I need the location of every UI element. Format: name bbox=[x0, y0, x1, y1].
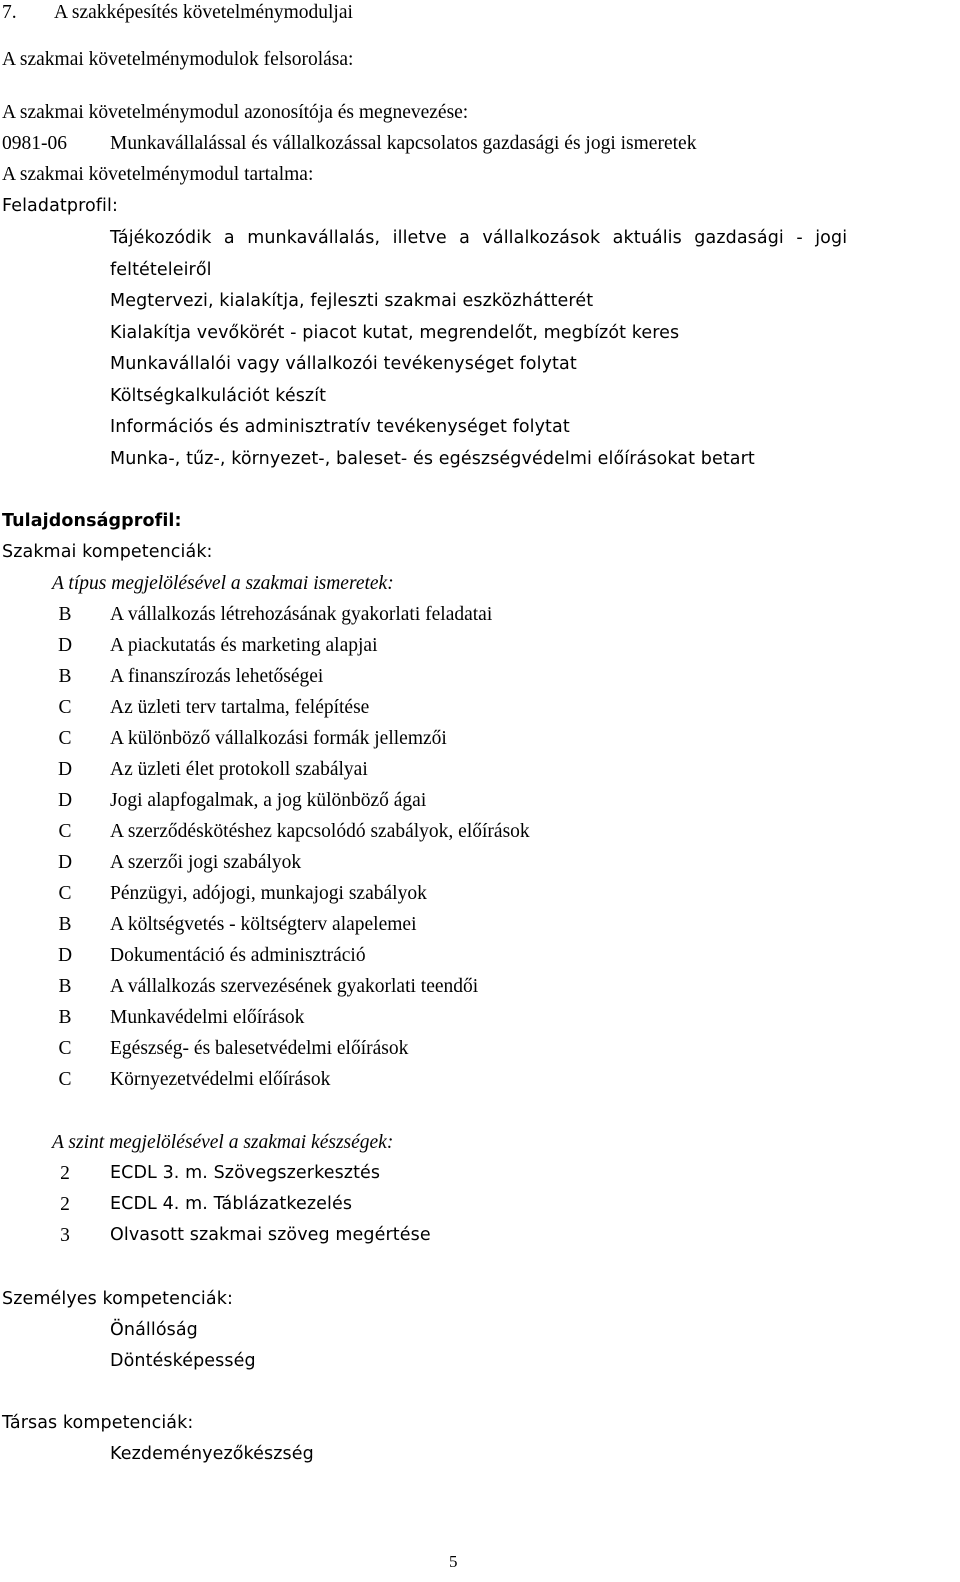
knowledge-item: A vállalkozás létrehozásának gyakorlati feladatai bbox=[110, 604, 493, 625]
knowledge-item: Jogi alapfogalmak, a jog különböző ágai bbox=[110, 790, 427, 811]
social-competencies-heading: Társas kompetenciák: bbox=[2, 1413, 194, 1433]
personal-competency: Döntésképesség bbox=[110, 1351, 256, 1371]
chapter-number: 7. bbox=[2, 2, 17, 23]
skill-item: ECDL 3. m. Szövegszerkesztés bbox=[110, 1163, 381, 1183]
page-number: 5 bbox=[449, 1552, 458, 1571]
knowledge-item: Környezetvédelmi előírások bbox=[110, 1069, 331, 1090]
task-profile-heading: Feladatprofil: bbox=[2, 196, 118, 216]
knowledge-type-mark: D bbox=[57, 790, 73, 811]
knowledge-heading: A típus megjelölésével a szakmai ismeretek: bbox=[52, 573, 394, 594]
task-item: Információs és adminisztratív tevékenységet folytat bbox=[110, 417, 570, 437]
knowledge-type-mark: C bbox=[58, 1038, 72, 1059]
knowledge-item: Munkavédelmi előírások bbox=[110, 1007, 305, 1028]
knowledge-item: A vállalkozás szervezésének gyakorlati teendői bbox=[110, 976, 479, 997]
skill-item: ECDL 4. m. Táblázatkezelés bbox=[110, 1194, 353, 1214]
module-content-heading: A szakmai követelménymodul tartalma: bbox=[2, 164, 314, 185]
skill-level: 2 bbox=[60, 1163, 70, 1184]
knowledge-type-mark: C bbox=[58, 821, 72, 842]
knowledge-item: A költségvetés - költségterv alapelemei bbox=[110, 914, 417, 935]
knowledge-item: A piackutatás és marketing alapjai bbox=[110, 635, 378, 656]
task-item: Tájékozódik a munkavállalás, illetve a vállalkozások aktuális gazdasági - jogi bbox=[110, 228, 848, 248]
knowledge-type-mark: C bbox=[58, 883, 72, 904]
task-item: Munkavállalói vagy vállalkozói tevékenységet folytat bbox=[110, 354, 577, 374]
knowledge-type-mark: C bbox=[58, 1069, 72, 1090]
knowledge-item: A különböző vállalkozási formák jellemzői bbox=[110, 728, 447, 749]
personal-competencies-heading: Személyes kompetenciák: bbox=[2, 1289, 233, 1309]
knowledge-type-mark: B bbox=[58, 976, 72, 997]
task-item: Megtervezi, kialakítja, fejleszti szakmai eszközhátterét bbox=[110, 291, 594, 311]
module-name: Munkavállalással és vállalkozással kapcsolatos gazdasági és jogi ismeretek bbox=[110, 133, 697, 154]
knowledge-type-mark: B bbox=[58, 604, 72, 625]
knowledge-type-mark: D bbox=[57, 635, 73, 656]
knowledge-item: Az üzleti élet protokoll szabályai bbox=[110, 759, 368, 780]
knowledge-item: Az üzleti terv tartalma, felépítése bbox=[110, 697, 370, 718]
knowledge-type-mark: B bbox=[58, 914, 72, 935]
social-competency: Kezdeményezőkészség bbox=[110, 1444, 314, 1464]
knowledge-type-mark: D bbox=[57, 759, 73, 780]
skill-level: 3 bbox=[60, 1225, 70, 1246]
knowledge-item: Dokumentáció és adminisztráció bbox=[110, 945, 366, 966]
knowledge-type-mark: B bbox=[58, 1007, 72, 1028]
task-item: Költségkalkulációt készít bbox=[110, 386, 327, 406]
knowledge-type-mark: C bbox=[58, 697, 72, 718]
modules-list-heading: A szakmai követelménymodulok felsorolása: bbox=[2, 49, 354, 70]
skills-heading: A szint megjelölésével a szakmai készségek: bbox=[52, 1132, 394, 1153]
knowledge-type-mark: D bbox=[57, 852, 73, 873]
task-item: Munka-, tűz-, környezet-, baleset- és egészségvédelmi előírásokat betart bbox=[110, 449, 755, 469]
knowledge-item: A szerzői jogi szabályok bbox=[110, 852, 302, 873]
skill-level: 2 bbox=[60, 1194, 70, 1215]
task-item: Kialakítja vevőkörét - piacot kutat, megrendelőt, megbízót keres bbox=[110, 323, 680, 343]
knowledge-item: Pénzügyi, adójogi, munkajogi szabályok bbox=[110, 883, 427, 904]
property-profile-heading: Tulajdonságprofil: bbox=[2, 511, 182, 531]
module-id-heading: A szakmai követelménymodul azonosítója és megnevezése: bbox=[2, 102, 469, 123]
professional-competencies-heading: Szakmai kompetenciák: bbox=[2, 542, 213, 562]
knowledge-type-mark: D bbox=[57, 945, 73, 966]
skill-item: Olvasott szakmai szöveg megértése bbox=[110, 1225, 431, 1245]
chapter-title: A szakképesítés követelménymoduljai bbox=[54, 2, 353, 23]
knowledge-type-mark: C bbox=[58, 728, 72, 749]
knowledge-item: Egészség- és balesetvédelmi előírások bbox=[110, 1038, 409, 1059]
knowledge-item: A finanszírozás lehetőségei bbox=[110, 666, 324, 687]
knowledge-type-mark: B bbox=[58, 666, 72, 687]
personal-competency: Önállóság bbox=[110, 1320, 198, 1340]
module-code: 0981-06 bbox=[2, 133, 67, 154]
knowledge-item: A szerződéskötéshez kapcsolódó szabályok, előírások bbox=[110, 821, 530, 842]
task-item: feltételeiről bbox=[110, 260, 212, 280]
